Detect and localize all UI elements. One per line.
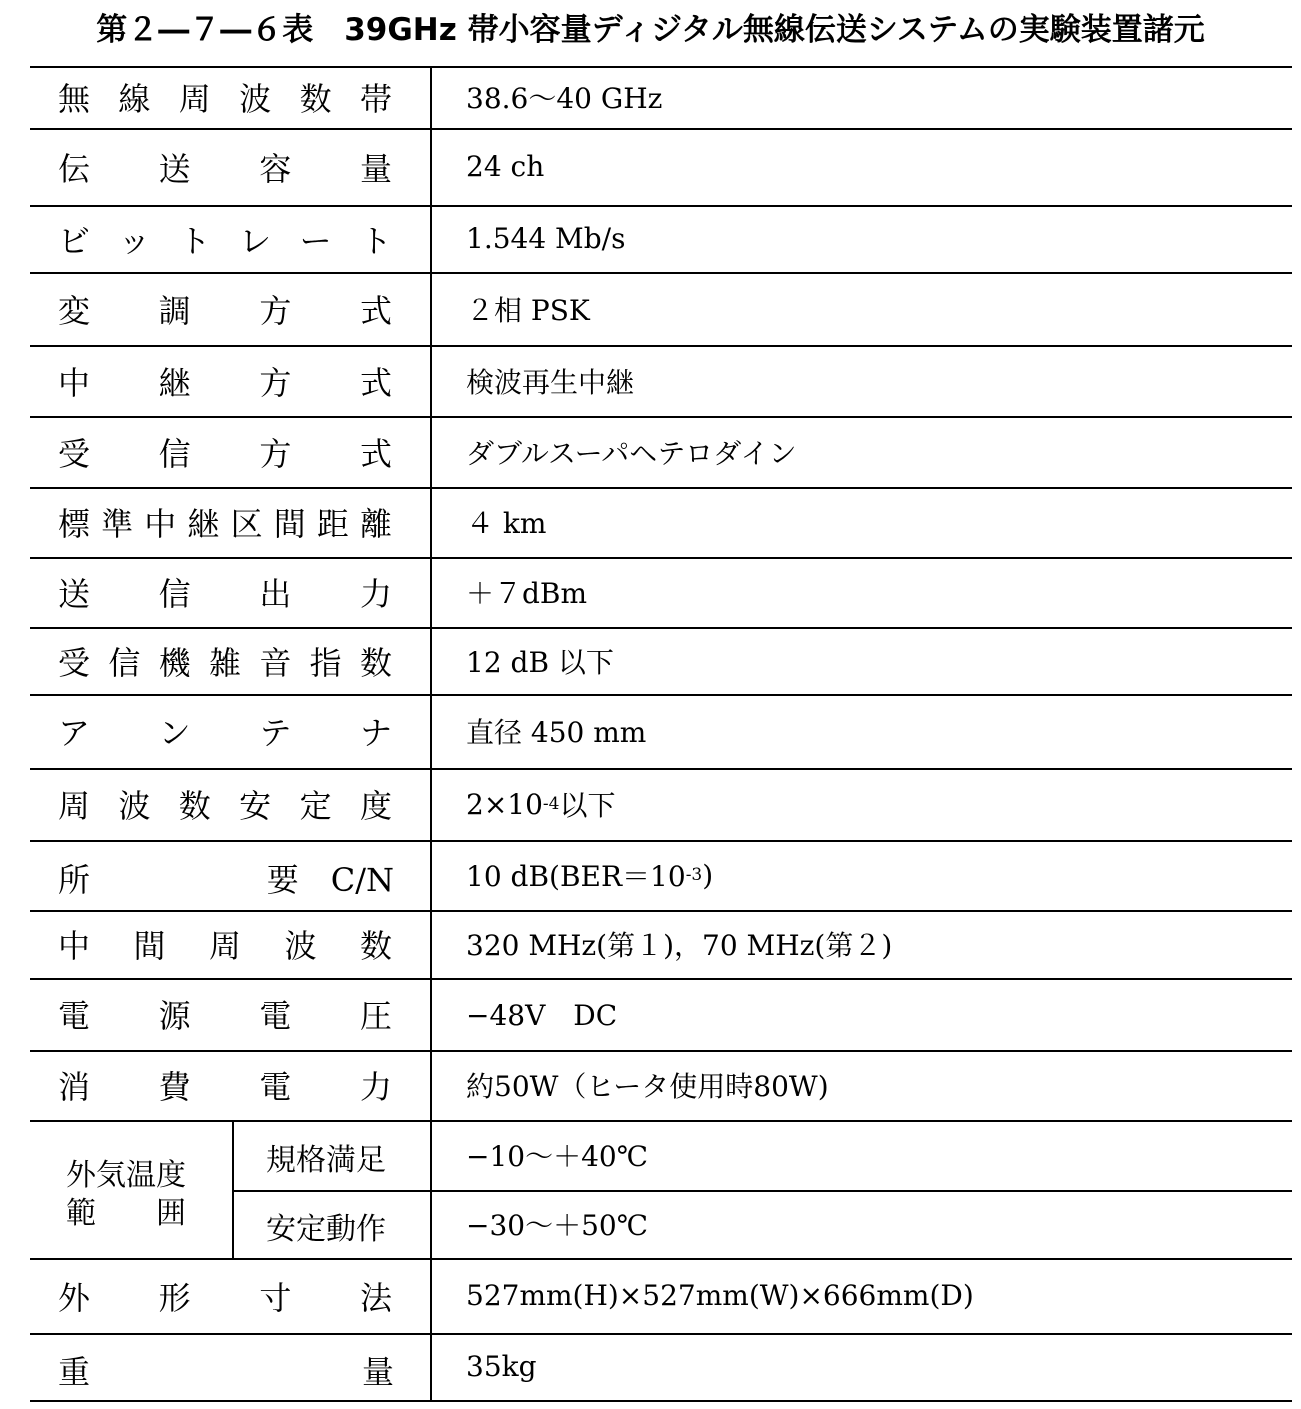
row-divider: [30, 1120, 1292, 1122]
row-label: 周 波 数 安 定 度: [58, 787, 392, 825]
row-value: 直径 450 mm: [466, 716, 647, 749]
temperature-group-label: 外気温度: [66, 1158, 186, 1193]
temperature-group-label-line2: 範 囲: [66, 1196, 186, 1231]
row-value: 約50W（ヒータ使用時80W): [466, 1070, 829, 1103]
row-label-left: 所: [58, 861, 91, 899]
row-label: 送 信 出 力: [58, 575, 392, 613]
row-label: 受 信 機 雑 音 指 数: [58, 643, 392, 682]
value-text: 10 dB(BER＝10: [466, 860, 686, 893]
row-value: 10 dB(BER＝10 -3 ): [466, 840, 713, 910]
row-value: 527mm(H)×527mm(W)×666mm(D): [466, 1279, 974, 1312]
value-text-suffix: ): [702, 858, 714, 892]
row-value: 38.6～40 GHz: [466, 82, 663, 115]
row-value: −10～＋40℃: [466, 1140, 649, 1173]
table-title: 第２―７―６表 39GHz 帯小容量ディジタル無線伝送システムの実験装置諸元: [96, 12, 1205, 48]
row-value: −48V DC: [466, 999, 618, 1032]
value-text: 2×10: [466, 787, 543, 821]
row-label: 中 継 方 式: [58, 363, 392, 402]
row-value: ４ km: [466, 507, 547, 540]
row-value: 2×10 -4 以下: [466, 768, 615, 840]
row-label: 受 信 方 式: [58, 434, 392, 473]
column-divider: [430, 66, 432, 1400]
row-label: ビ ッ ト レ ー ト: [58, 221, 392, 260]
value-text-suffix: 以下: [559, 789, 616, 822]
row-label: 伝 送 容 量: [58, 149, 392, 188]
row-label: 標 準 中 継 区 間 距 離: [58, 505, 392, 543]
row-value: 35kg: [466, 1350, 537, 1383]
temperature-subdivider: [232, 1120, 234, 1258]
row-label: 外 形 寸 法: [58, 1278, 392, 1317]
row-divider: [30, 1400, 1292, 1402]
row-label: 消 費 電 力: [58, 1068, 392, 1106]
row-value: ダブルスーパヘテロダイン: [466, 436, 797, 470]
row-value: 12 dB 以下: [466, 645, 614, 679]
row-value: ２相 PSK: [466, 293, 590, 327]
row-value: −30～＋50℃: [466, 1209, 649, 1242]
row-label: 変 調 方 式: [58, 291, 392, 330]
temperature-sub-label: 規格満足: [266, 1143, 386, 1178]
row-label: 電 源 電 圧: [58, 997, 392, 1035]
temperature-sub-label: 安定動作: [266, 1212, 386, 1247]
spec-table: [30, 62, 1292, 1402]
row-divider: [232, 1190, 1292, 1192]
row-value: 1.544 Mb/s: [466, 222, 626, 255]
row-label: 中 間 周 波 数: [58, 927, 392, 965]
row-value: ＋７dBm: [466, 577, 588, 610]
row-value: 24 ch: [466, 150, 545, 183]
row-label-right: 量: [361, 1352, 394, 1391]
row-value: 320 MHz(第１)，70 MHz(第２): [466, 929, 893, 962]
row-divider: [30, 1333, 1292, 1335]
row-label: 無 線 周 波 数 帯: [58, 80, 392, 118]
row-label-right: 要 C/N: [266, 861, 394, 899]
row-label-left: 重: [58, 1352, 91, 1391]
row-value: 検波再生中継: [466, 365, 635, 399]
row-label: ア ン テ ナ: [58, 714, 392, 752]
